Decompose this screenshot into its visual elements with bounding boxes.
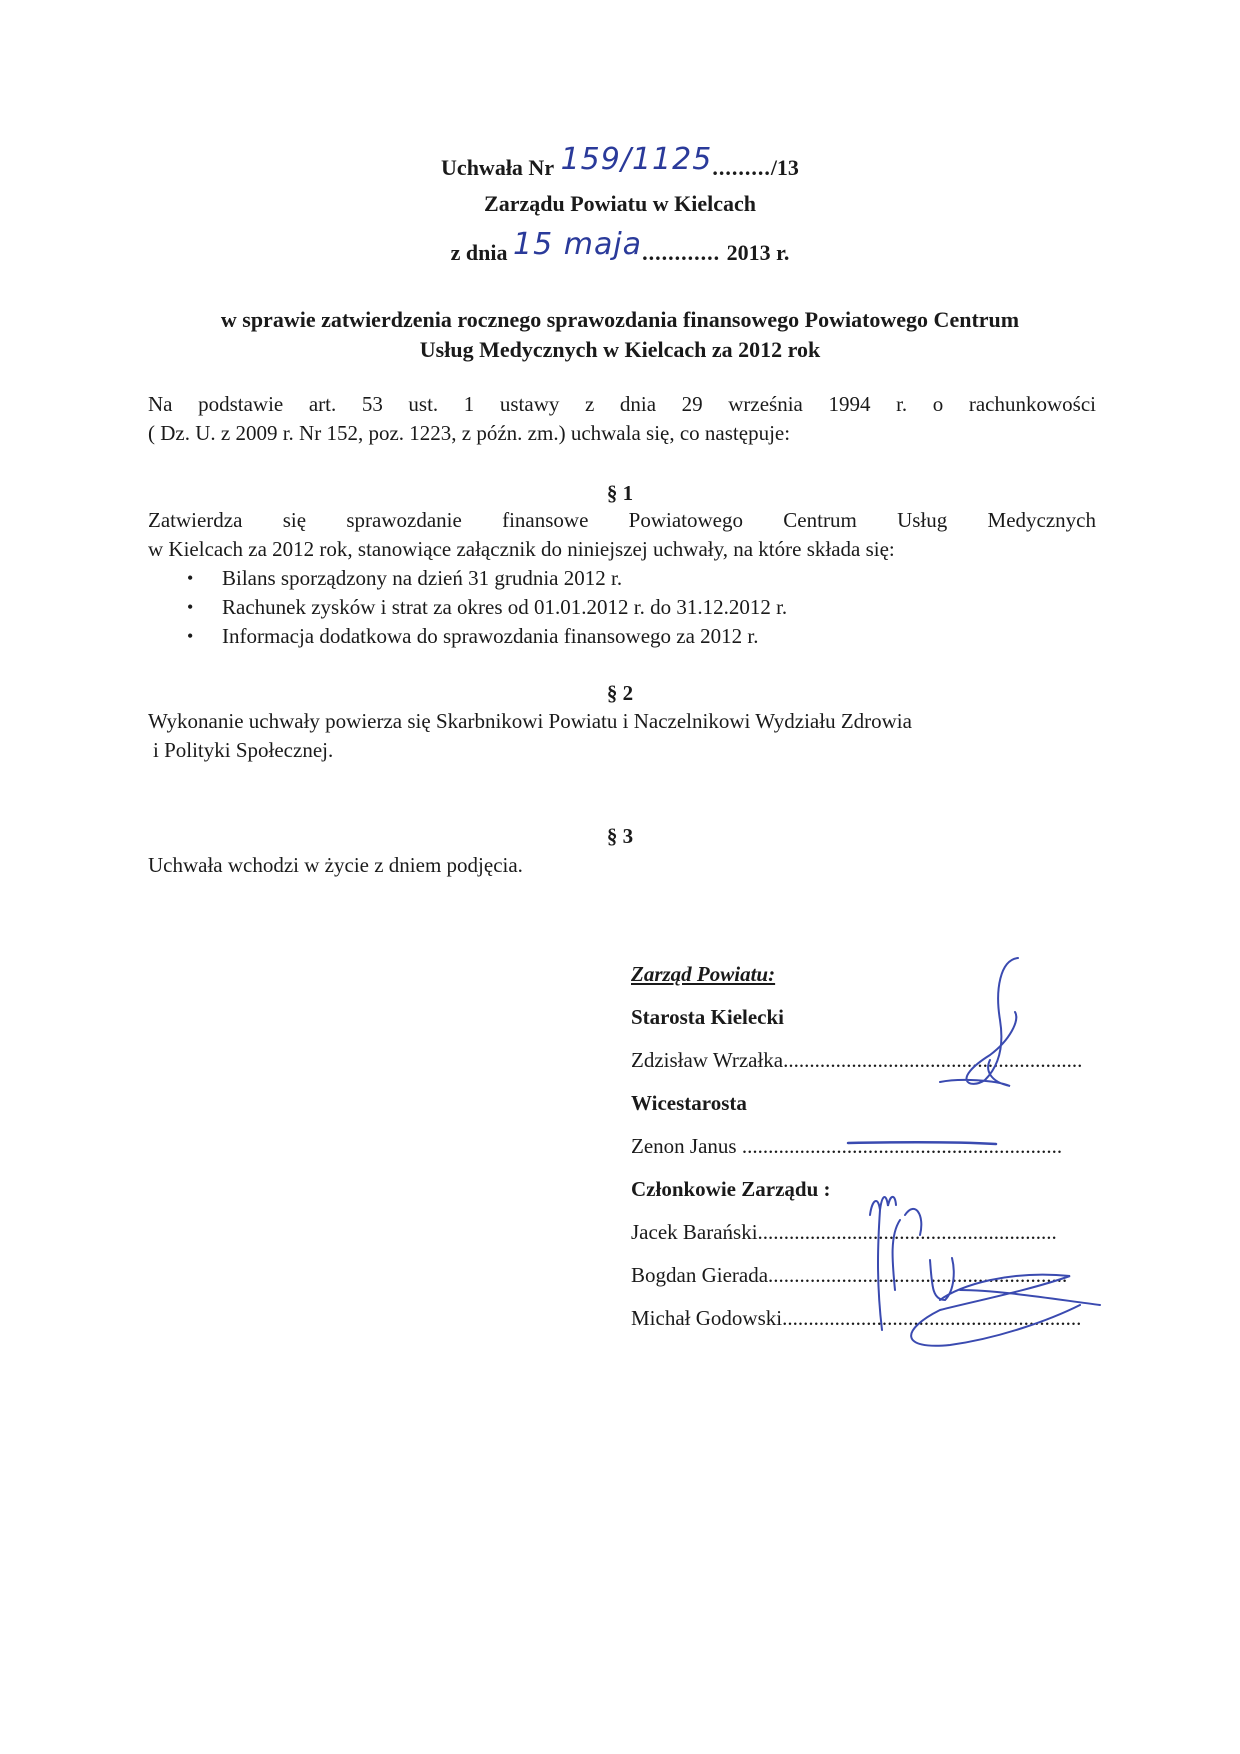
legal-basis-paragraph: Na podstawie art. 53 ust. 1 ustawy z dnia 29 września 1994 r. o rachunkowości ( Dz. U. z 2009 r. Nr 152, poz. 1223, z późn. zm.) uchwala się, co następuje: <box>148 392 1096 445</box>
list-item: • Informacja dodatkowa do sprawozdania finansowego za 2012 r. <box>175 622 787 651</box>
handwritten-resolution-number: 159/1125 <box>560 142 713 177</box>
wicestarosta-name-line: Zenon Janus ............................................................. <box>631 1134 1063 1158</box>
section-2-heading: § 2 <box>606 681 634 705</box>
resolution-number-suffix: /13 <box>770 155 799 180</box>
member-name-line: Jacek Barański......................................................... <box>631 1220 1057 1244</box>
section-3-heading: § 3 <box>606 824 634 848</box>
section-3-text: Uchwała wchodzi w życie z dniem podjęcia. <box>148 853 523 877</box>
section-1-text: Zatwierdza się sprawozdanie finansowe Powiatowego Centrum Usług Medycznych w Kielcach za 2012 rok, stanowiące załącznik do niniejszej uchwały, na które składa się: <box>148 508 1096 561</box>
starosta-role: Starosta Kielecki <box>631 1005 785 1029</box>
list-item: • Bilans sporządzony na dzień 31 grudnia 2012 r. <box>175 564 787 593</box>
section-1-heading: § 1 <box>606 481 634 505</box>
report-components-list <box>175 564 787 651</box>
section-2-text: Wykonanie uchwały powierza się Skarbnikowi Powiatu i Naczelnikowi Wydziału Zdrowia i Polityki Społecznej. <box>148 709 912 762</box>
dotted-fill: ............ <box>642 240 727 265</box>
members-role: Członkowie Zarządu : <box>631 1177 831 1201</box>
resolution-label: Uchwała Nr <box>441 155 555 180</box>
dotted-fill: ......... <box>712 155 771 180</box>
date-line <box>0 227 1240 268</box>
date-label: z dnia <box>450 240 508 265</box>
list-item: • Rachunek zysków i strat za okres od 01.01.2012 r. do 31.12.2012 r. <box>175 593 787 622</box>
starosta-name-line: Zdzisław Wrzałka......................................................... <box>631 1048 1083 1072</box>
board-title: Zarząd Powiatu: <box>631 962 776 986</box>
issuer-line: Zarządu Powiatu w Kielcach <box>484 191 756 216</box>
wicestarosta-role: Wicestarosta <box>631 1091 747 1115</box>
handwritten-date: 15 maja <box>513 227 643 262</box>
member-name-line: Bogdan Gierada......................................................... <box>631 1263 1068 1287</box>
date-year: 2013 r. <box>726 240 790 265</box>
resolution-subject: w sprawie zatwierdzenia rocznego sprawozdania finansowego Powiatowego Centrum Usług Medycznych w Kielcach za 2012 rok <box>220 307 1020 362</box>
member-name-line: Michał Godowski......................................................... <box>631 1306 1082 1330</box>
resolution-number-line <box>0 142 1240 183</box>
